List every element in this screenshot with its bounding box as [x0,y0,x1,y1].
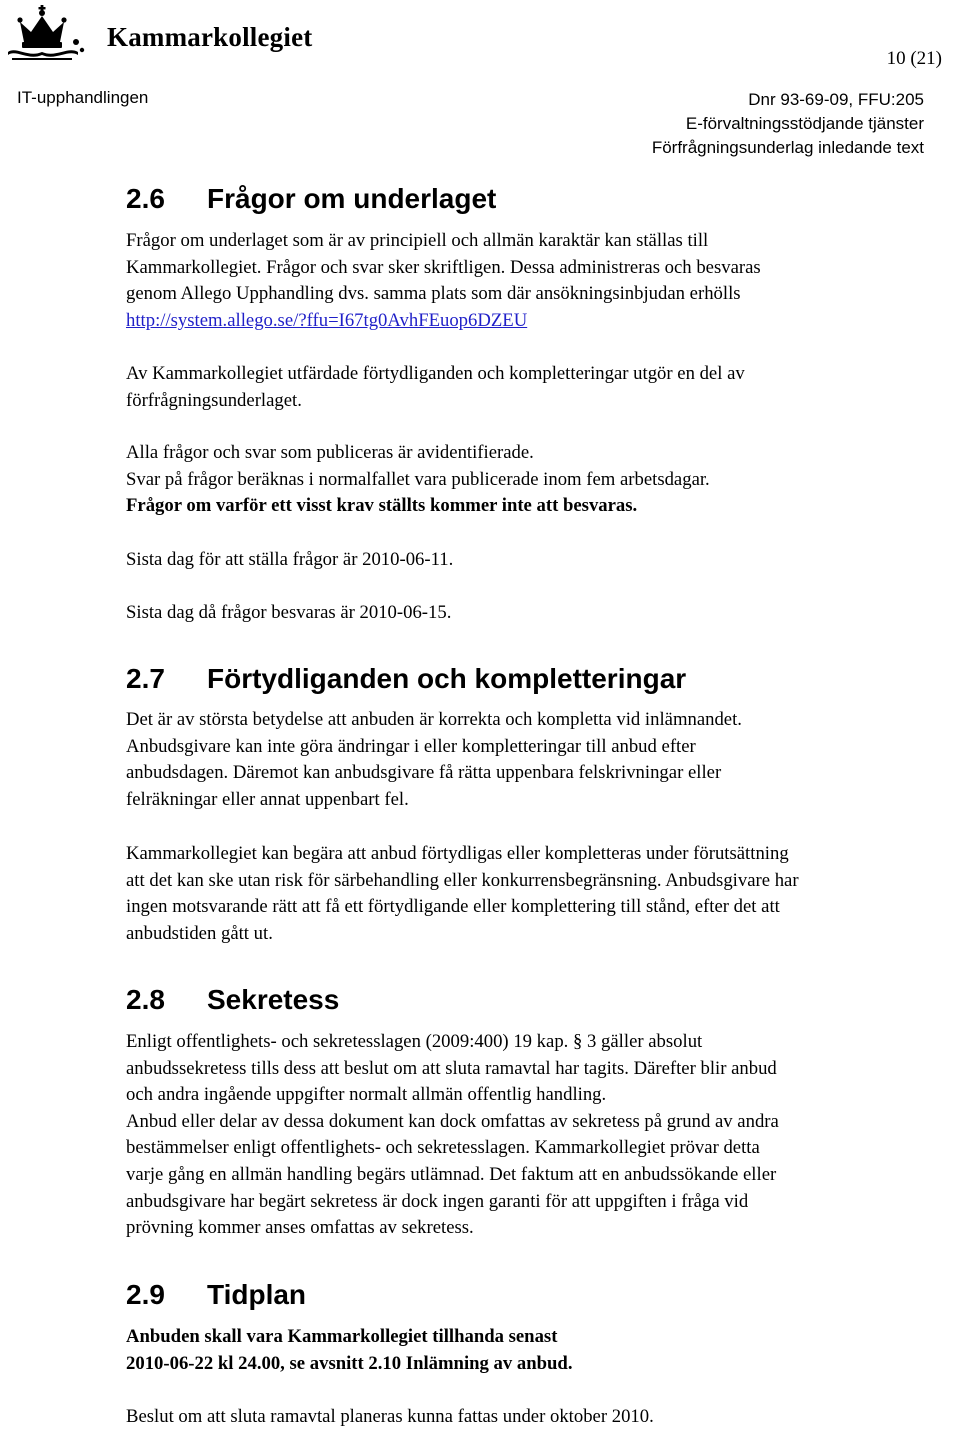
text-line: Alla frågor och svar som publiceras är avidentifierade. [126,442,534,463]
text-line: att det kan ske utan risk för särbehandling eller konkurrensbegränsning. Anbudsgivare har [126,869,799,891]
text-line: ingen motsvarande rätt att få ett förtydligande eller komplettering till stånd, efter det att [126,896,780,918]
text-line: anbudssekretess tills dess att beslut om att sluta ramavtal har tagits. Därefter blir anbud [126,1057,777,1079]
paragraph-decision: Beslut om att sluta ramavtal planeras kunna fattas under oktober 2010. [126,1406,654,1427]
section-number: 2.7 [126,663,165,694]
section-number: 2.6 [126,183,165,214]
text-line-bold: Frågor om varför ett visst krav ställts kommer inte att besvaras. [126,495,638,517]
header-doctype: Förfrågningsunderlag inledande text [651,138,924,157]
page-number: 10 (21) [886,48,942,69]
question-deadline: Sista dag för att ställa frågor är 2010-06-11. [126,549,454,570]
section-number: 2.8 [126,984,165,1015]
text-line: prövning kommer anses omfattas av sekretess. [126,1217,474,1239]
paragraph-clarifications [126,361,745,414]
text-line: anbudstiden gått ut. [126,922,273,944]
text-line: anbudsgivare har begärt sekretess är dock ingen garanti för att uppgiften i fråga vid [126,1190,749,1212]
allego-link[interactable]: http://system.allego.se/?ffu=I67tg0AvhFEuop6DZEU [126,309,528,331]
text-line: Kammarkollegiet. Frågor och svar sker skriftligen. Dessa administreras och besvaras [126,256,761,278]
header-subject: E-förvaltningsstödjande tjänster [685,114,924,133]
section-number: 2.9 [126,1279,165,1310]
brand-name: Kammarkollegiet [107,22,313,52]
text-line: Anbud eller delar av dessa dokument kan dock omfattas av sekretess på grund av andra [126,1110,779,1132]
paragraph-correctness [126,707,742,813]
crown-logo-icon [4,2,104,62]
text-line: varje gång en allmän handling begärs utlämnad. Det faktum att en anbudssökande eller [126,1163,777,1185]
text-line: Det är av största betydelse att anbuden är korrekta och kompletta vid inlämnandet. [126,709,742,730]
section-title: Förtydliganden och kompletteringar [207,663,687,694]
section-heading-2-9 [126,1279,306,1311]
text-line: Anbudsgivare kan inte göra ändringar i eller kompletteringar till anbud efter [126,735,696,757]
header-dnr: Dnr 93-69-09, FFU:205 [748,90,924,109]
text-line: Enligt offentlighets- och sekretesslagen (2009:400) 19 kap. § 3 gäller absolut [126,1031,703,1052]
text-line-bold: 2010-06-22 kl 24.00, se avsnitt 2.10 Inlämning av anbud. [126,1352,573,1374]
text-line: felräkningar eller annat uppenbart fel. [126,788,409,810]
paragraph-anonymized [126,440,710,520]
text-line: Av Kammarkollegiet utfärdade förtydliganden och kompletteringar utgör en del av [126,363,745,384]
text-line: Frågor om underlaget som är av principiell och allmän karaktär kan ställas till [126,230,709,251]
section-title: Tidplan [207,1279,307,1310]
text-line-bold: Anbuden skall vara Kammarkollegiet tillhanda senast [126,1326,558,1347]
text-line: och andra ingående uppgifter normalt allmän offentlig handling. [126,1084,607,1106]
header-left-label: IT-upphandlingen [17,88,149,107]
section-title: Frågor om underlaget [207,183,497,214]
text-line: genom Allego Upphandling dvs. samma plats som där ansökningsinbjudan erhölls [126,283,741,305]
text-line: Kammarkollegiet kan begära att anbud förtydligas eller kompletteras under förutsättning [126,843,789,864]
paragraph-secrecy [126,1029,779,1242]
text-line: bestämmelser enligt offentlighets- och sekretesslagen. Kammarkollegiet prövar detta [126,1137,760,1159]
text-line: Svar på frågor beräknas i normalfallet vara publicerade inom fem arbetsdagar. [126,468,710,490]
answer-deadline: Sista dag då frågor besvaras är 2010-06-15. [126,602,452,623]
text-line: förfrågningsunderlaget. [126,389,302,411]
section-title: Sekretess [207,984,340,1015]
header-right-block [652,88,924,160]
paragraph-deadline-bold [126,1324,573,1377]
section-heading-2-6 [126,183,496,215]
section-heading-2-8 [126,984,339,1016]
paragraph-completion-request [126,841,799,947]
section-heading-2-7 [126,663,686,695]
paragraph-questions [126,228,761,334]
text-line: anbudsdagen. Däremot kan anbudsgivare få rätta uppenbara felskrivningar eller [126,762,722,784]
